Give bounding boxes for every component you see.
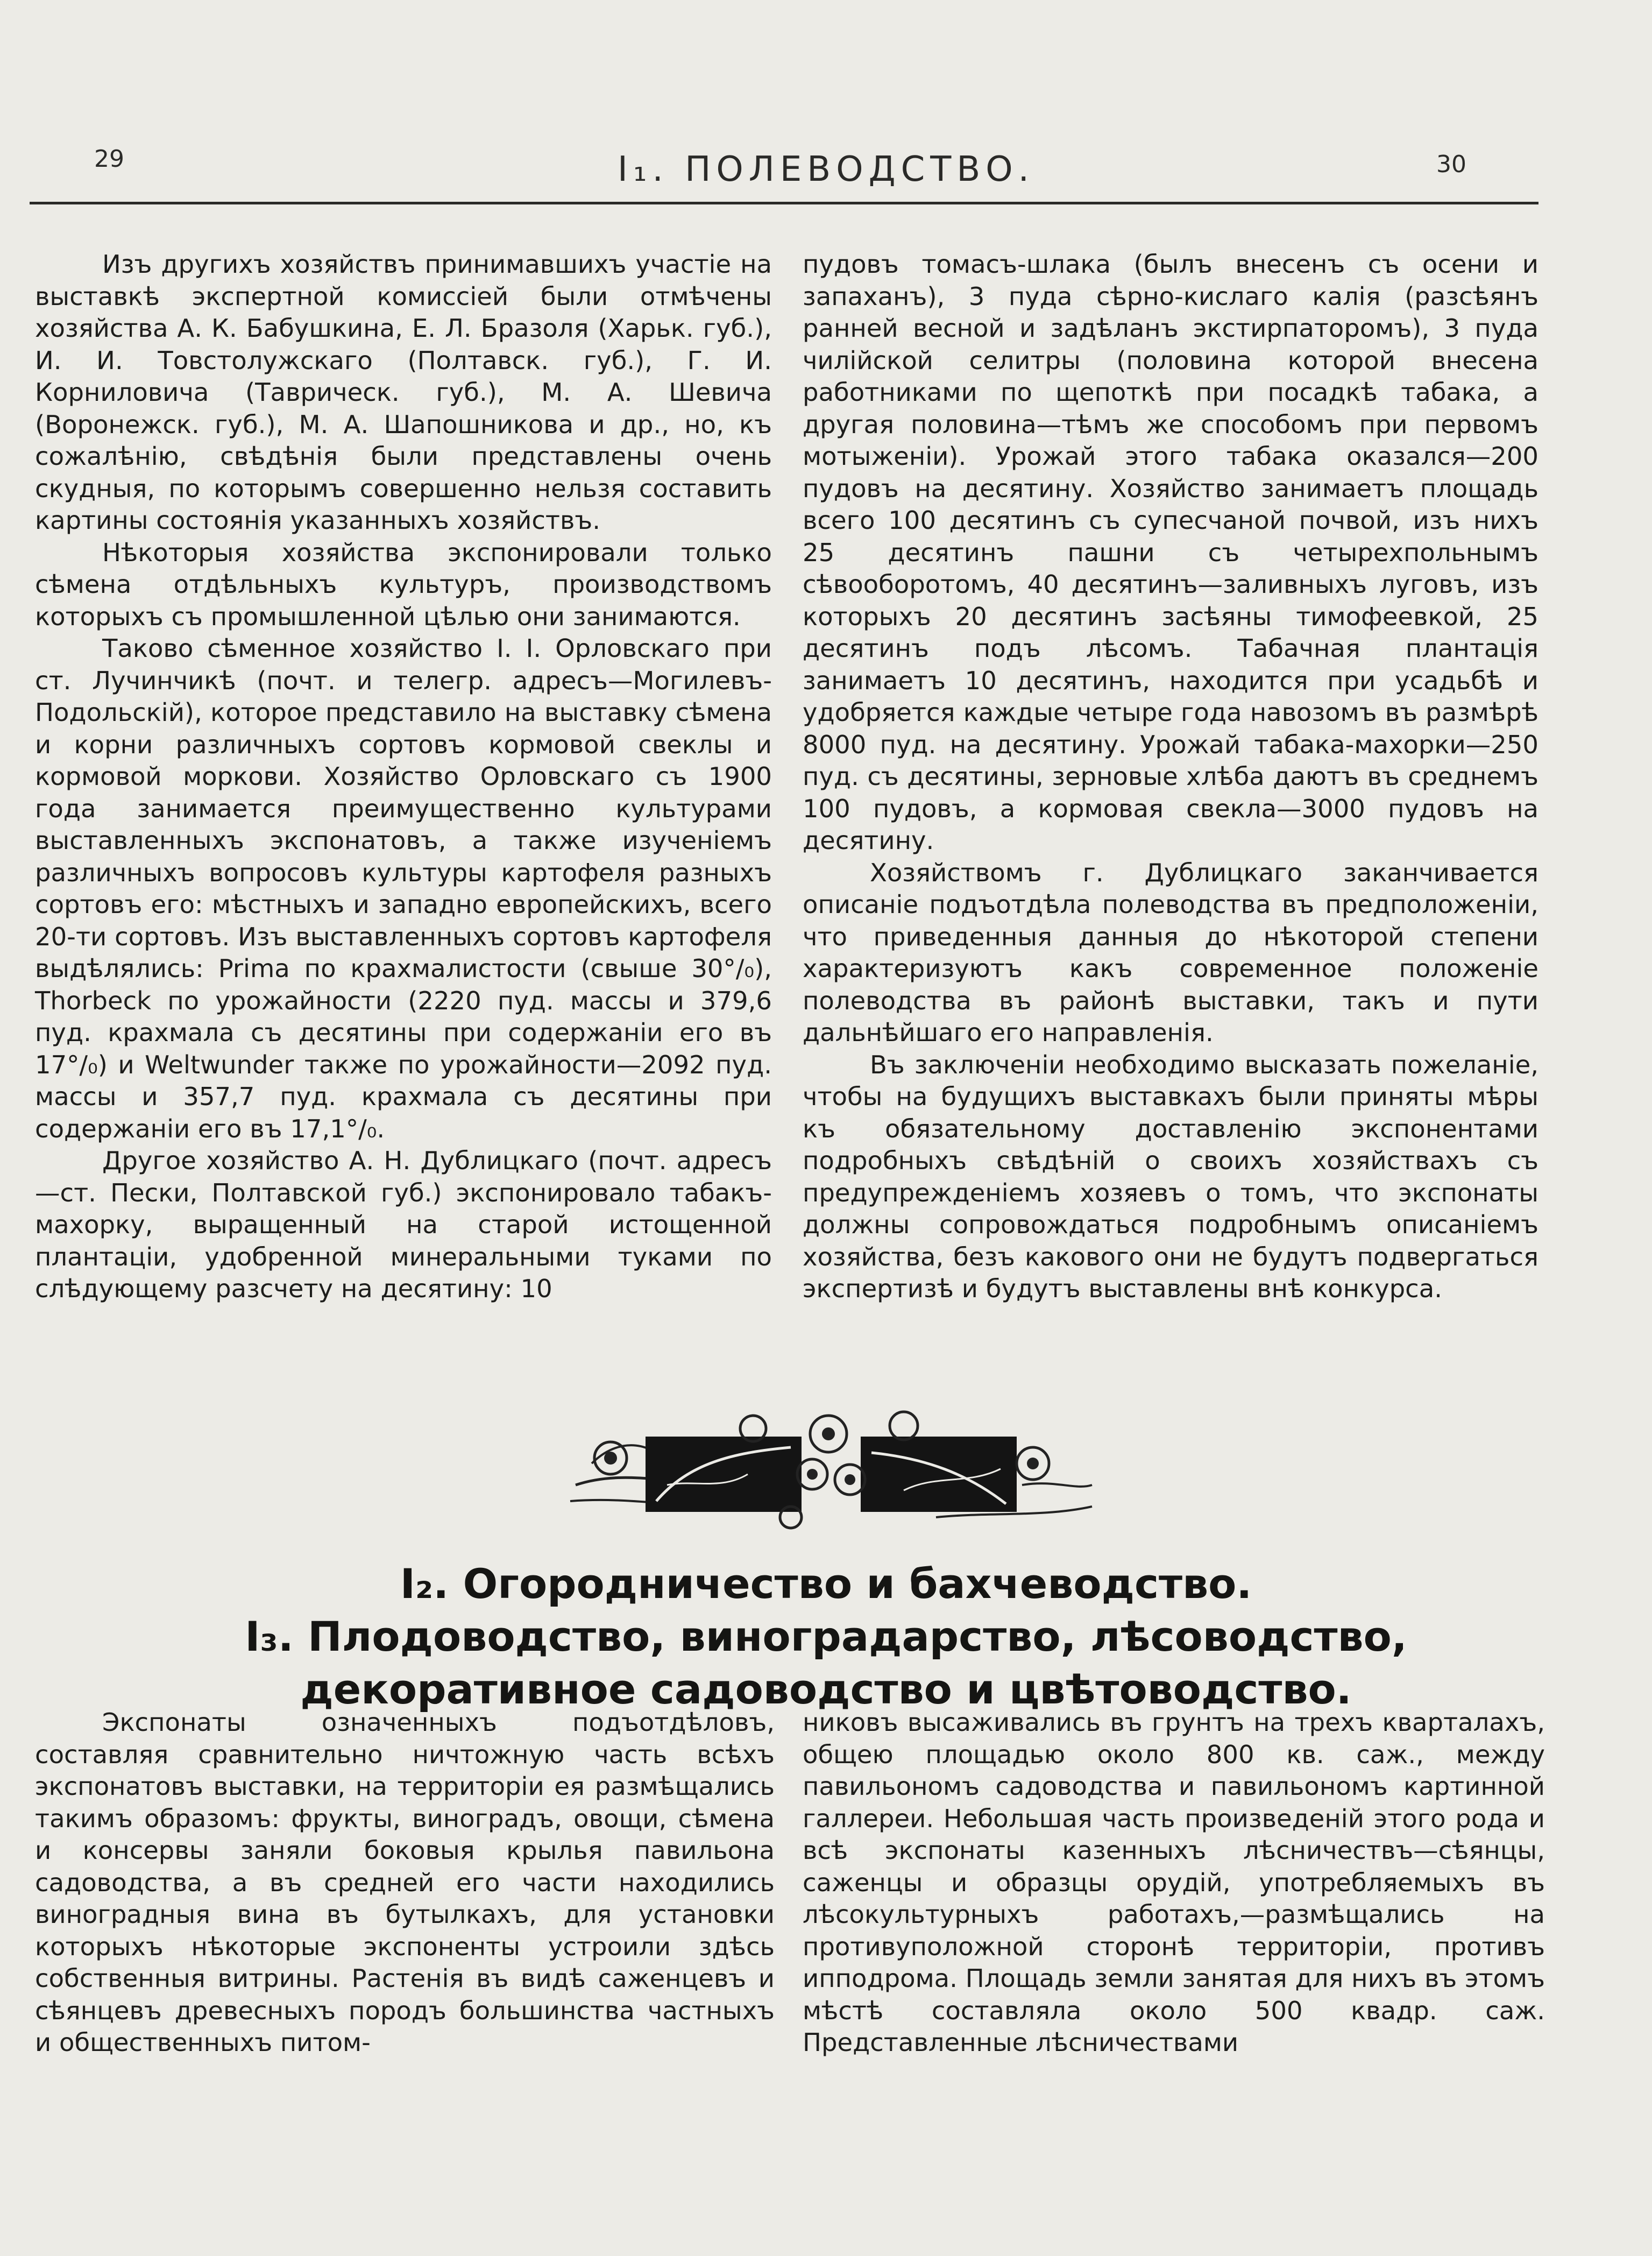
paragraph: никовъ высаживались въ грунтъ на трехъ кварталахъ, общею площадью около 800 кв. саж., между павильономъ садоводства и павильономъ картинной галлереи. Небольшая часть произведеній этого рода и всѣ экспонаты казенныхъ лѣсничествъ—сѣянцы, саженцы и образцы орудій, употребляемыхъ въ лѣсокультурныхъ работахъ,—размѣщались на противуположной сторонѣ территоріи, противъ ипподрома. Площадь земли занятая для нихъ въ этомъ мѣстѣ составляла около 500 квадр. саж. Представленные лѣсничествами bbox=[803, 1708, 1545, 2057]
page-number-right: 30 bbox=[1436, 151, 1466, 178]
paragraph: Нѣкоторыя хозяйства экспонировали только сѣмена отдѣльныхъ культуръ, производствомъ которыхъ съ промышленной цѣлью они занимаются. bbox=[35, 538, 772, 631]
paragraph: Таково сѣменное хозяйство І. І. Орловскаго при ст. Лучинчикѣ (почт. и телегр. адресъ—Могилевъ-Подольскій), которое представило на выставку сѣмена и корни различныхъ сортовъ кормовой свеклы и кормовой моркови. Хозяйство Орловскаго съ 1900 года занимается преимущественно культурами выставленныхъ экспонатовъ, а также изученіемъ различныхъ вопросовъ культуры картофеля разныхъ сортовъ его: мѣстныхъ и западно европейскихъ, всего 20-ти сортовъ. Изъ выставленныхъ сортовъ картофеля выдѣлялись: Prima по крахмалистости (свыше 30°/₀), Thorbeck по урожайности (2220 пуд. массы и 379,6 пуд. крахмала съ десятины при содержаніи его въ 17°/₀) и Weltwunder также по урожайности—2092 пуд. массы и 357,7 пуд. крахмала съ десятины при содержаніи его въ 17,1°/₀. bbox=[35, 634, 772, 1143]
section-heading: I₃. Плодоводство, виноградарство, лѣсоводство, bbox=[245, 1613, 1407, 1660]
upper-left-column bbox=[35, 249, 772, 1305]
header-rule bbox=[30, 202, 1538, 204]
paragraph: Экспонаты означенныхъ подъотдѣловъ, составляя сравнительно ничтожную часть всѣхъ экспонатовъ выставки, на территоріи ея размѣщались такимъ образомъ: фрукты, виноградъ, овощи, сѣмена и консервы заняли боковыя крылья павильона садоводства, а въ средней его части находились виноградныя вина въ бутылкахъ, для установки которыхъ нѣкоторые экспоненты устроили здѣсь собственныя витрины. Растенія въ видѣ саженцевъ и сѣянцевъ древесныхъ породъ большинства частныхъ и общественныхъ питом- bbox=[35, 1708, 775, 2057]
paragraph: Въ заключеніи необходимо высказать пожеланіе, чтобы на будущихъ выставкахъ были приняты мѣры къ обязательному доставленію экспонентами подробныхъ свѣдѣній о своихъ хозяйствахъ съ предупрежденіемъ хозяевъ о томъ, что экспонаты должны сопровождаться подробнымъ описаніемъ хозяйства, безъ какового они не будутъ подвергаться экспертизѣ и будутъ выставлены внѣ конкурса. bbox=[803, 1050, 1538, 1303]
paragraph: Другое хозяйство А. Н. Дублицкаго (почт. адресъ—ст. Пески, Полтавской губ.) экспонировало табакъ-махорку, выращенный на старой истощенной плантаціи, удобренной минеральными туками по слѣдующему разсчету на десятину: 10 bbox=[35, 1146, 772, 1303]
section-headings bbox=[0, 1558, 1652, 1716]
paragraph: пудовъ томасъ-шлака (былъ внесенъ съ осени и запаханъ), 3 пуда сѣрно-кислаго калія (разсѣянъ ранней весной и задѣланъ экстирпаторомъ), 3 пуда чилійской селитры (половина которой внесена работниками по щепоткѣ при посадкѣ табака, а другая половина—тѣмъ же способомъ при первомъ мотыженіи). Урожай этого табака оказался—200 пудовъ на десятину. Хозяйство занимаетъ площадь всего 100 десятинъ съ супесчаной почвой, изъ нихъ 25 десятинъ пашни съ четырехпольнымъ сѣвооборотомъ, 40 десятинъ—заливныхъ луговъ, изъ которыхъ 20 десятинъ засѣяны тимофеевкой, 25 десятинъ подъ лѣсомъ. Табачная плантація занимаетъ 10 десятинъ, находится при усадьбѣ и удобряется каждые четыре года навозомъ въ размѣрѣ 8000 пуд. на десятину. Урожай табака-махорки—250 пуд. съ десятины, зерновые хлѣба даютъ въ среднемъ 100 пудовъ, а кормовая свекла—3000 пудовъ на десятину. bbox=[803, 250, 1538, 855]
paragraph: Хозяйствомъ г. Дублицкаго заканчивается описаніе подъотдѣла полеводства въ предположеніи, что приведенныя данныя до нѣкоторой степени характеризуютъ какъ современное положеніе полеводства въ районѣ выставки, такъ и пути дальнѣйшаго его направленія. bbox=[803, 858, 1538, 1047]
lower-right-column bbox=[803, 1707, 1545, 2059]
section-heading: декоративное садоводство и цвѣтоводство. bbox=[300, 1665, 1352, 1713]
page-number-left: 29 bbox=[94, 145, 124, 173]
floral-ornament-icon bbox=[559, 1404, 1097, 1533]
paragraph: Изъ другихъ хозяйствъ принимавшихъ участіе на выставкѣ экспертной комиссіей были отмѣчены хозяйства А. К. Бабушкина, Е. Л. Бразоля (Харьк. губ.), И. И. Товстолужскаго (Полтавск. губ.), Г. И. Корниловича (Таврическ. губ.), М. А. Шевича (Воронежск. губ.), М. А. Шапошникова и др., но, къ сожалѣнію, свѣдѣнія были представлены очень скудныя, по которымъ совершенно нельзя составить картины состоянія указанныхъ хозяйствъ. bbox=[35, 250, 772, 535]
lower-left-column bbox=[35, 1707, 775, 2059]
upper-right-column bbox=[803, 249, 1538, 1305]
section-heading: I₂. Огородничество и бахчеводство. bbox=[400, 1560, 1252, 1608]
running-title: I₁. ПОЛЕВОДСТВО. bbox=[618, 150, 1034, 189]
